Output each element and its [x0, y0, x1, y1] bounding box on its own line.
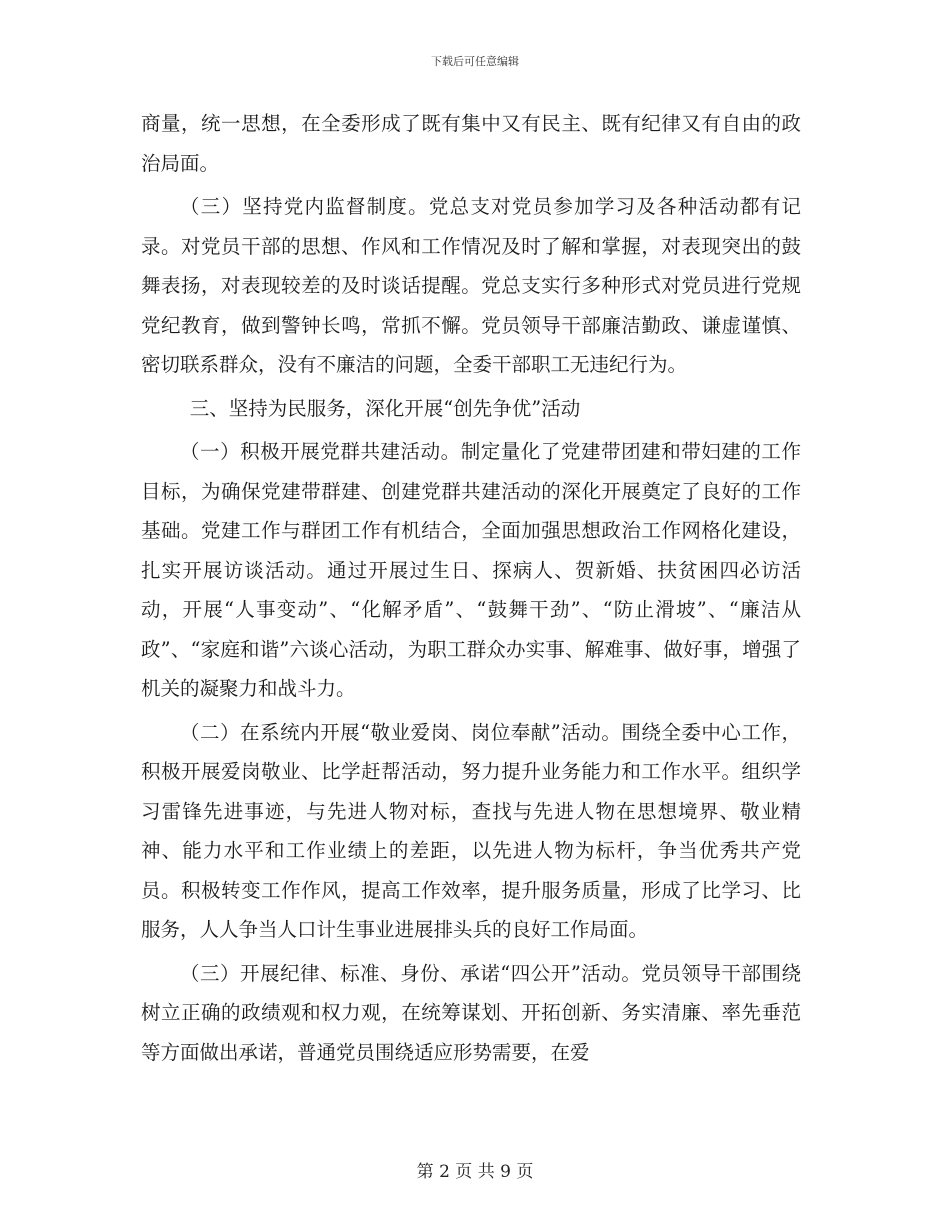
- paragraph-continuation: 商量，统一思想，在全委形成了既有集中又有民主、既有纪律又有自由的政治局面。: [141, 112, 801, 175]
- paragraph-party-mass: （一）积极开展党群共建活动。制定量化了党建带团建和带妇建的工作目标，为确保党建带群建、创建党群共建活动的深化开展奠定了良好的工作基础。党建工作与群团工作有机结合，全面加强思想政治工作网格化建设，扎实开展访谈活动。通过开展过生日、探病人、贺新婚、扶贫困四必访活动，开展“人事变动”、“化解矛盾”、“鼓舞干劲”、“防止滑坡”、“廉洁从政”、“家庭和谐”六谈心活动，为职工群众办实事、解难事、做好事，增强了机关的凝聚力和战斗力。: [141, 440, 801, 700]
- paragraph-supervision: （三）坚持党内监督制度。党总支对党员参加学习及各种活动都有记录。对党员干部的思想、作风和工作情况及时了解和掌握，对表现突出的鼓舞表扬，对表现较差的及时谈话提醒。党总支实行多种形式对党员进行党规党纪教育，做到警钟长鸣，常抓不懈。党员领导干部廉洁勤政、谦虚谨慎、密切联系群众，没有不廉洁的问题，全委干部职工无违纪行为。: [141, 195, 801, 376]
- paragraph-four-public: （三）开展纪律、标准、身份、承诺“四公开”活动。党员领导干部围绕树立正确的政绩观和权力观，在统筹谋划、开拓创新、务实清廉、率先垂范等方面做出承诺，普通党员围绕适应形势需要，在爱: [141, 961, 801, 1064]
- page-header: 下载后可任意编辑: [431, 55, 519, 68]
- page-number: 第 2 页 共 9 页: [416, 1162, 534, 1182]
- document-body: [141, 104, 801, 1072]
- section-heading: 三、坚持为民服务，深化开展“创先争优”活动: [189, 396, 581, 420]
- paragraph-dedication: （二）在系统内开展“敬业爱岗、岗位奉献”活动。围绕全委中心工作，积极开展爱岗敬业、比学赶帮活动，努力提升业务能力和工作水平。组织学习雷锋先进事迹，与先进人物对标，查找与先进人物在思想境界、敬业精神、能力水平和工作业绩上的差距，以先进人物为标杆，争当优秀共产党员。积极转变工作作风，提高工作效率，提升服务质量，形成了比学习、比服务，人人争当人口计生事业进展排头兵的良好工作局面。: [141, 720, 801, 941]
